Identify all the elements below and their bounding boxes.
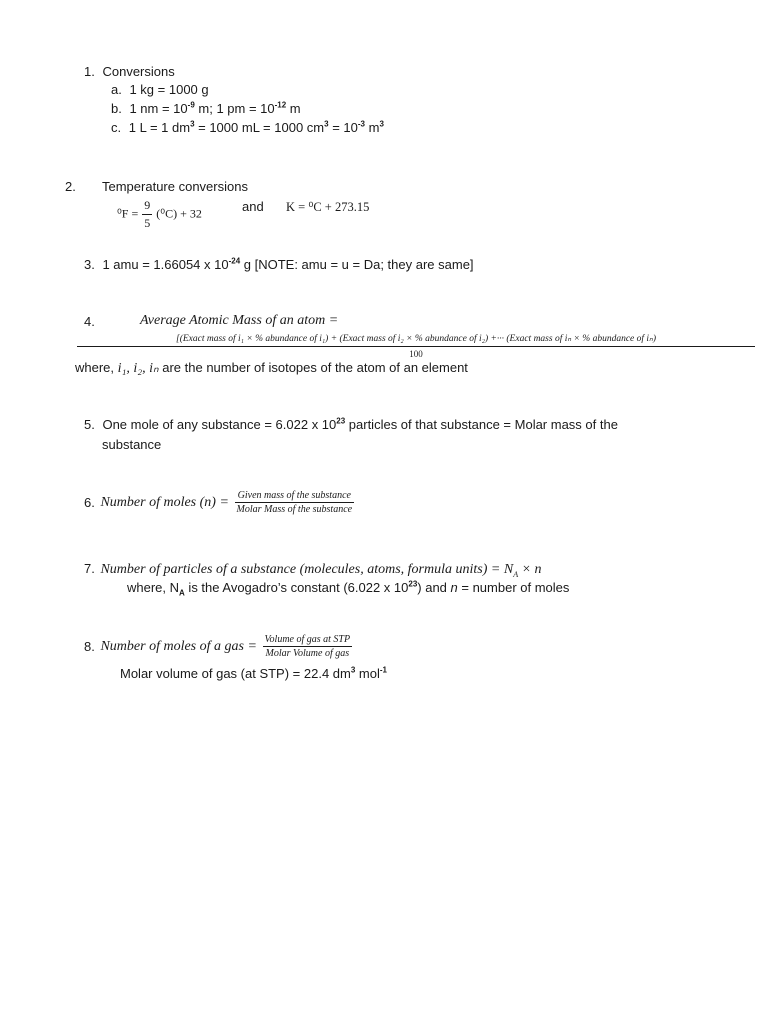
average-atomic-mass-numerator: [(Exact mass of i₁ × % abundance of i₁) + (Exact mass of i₂ × % abundance of i₂) +··· (Exact mass of iₙ × % abundance of iₙ) [77,333,755,347]
item-4-number: 4. [84,314,95,329]
item-2-title: Temperature conversions [102,179,248,194]
moles-formula-lhs: Number of moles (n) = [100,494,229,510]
item-6: 6. Number of moles (n) = $\frac{\text{Given mass of the substance}}{\text{Molar Mass of the substance}}$ [84,490,353,515]
kelvin-formula: K = ⁰C + 273.15 [286,200,370,214]
item-5: 5. One mole of any substance = 6.022 x $10^{23}$ particles of that substance = Molar mass of the [84,416,618,432]
item-1 [84,64,175,79]
isotope-definition: where, i₁, i₂, iₙ are the number of isotopes of the atom of an element [75,360,468,376]
average-atomic-mass-title: Average Atomic Mass of an atom = [140,313,339,328]
item-1c: c. 1 L = 1 $dm^3 = 1000$ mL = 1000 $cm^3 = 10^{-3}$ $m^3$ [111,119,384,135]
average-atomic-mass-denominator: 100 [409,349,423,359]
gas-moles-fraction: $\frac{\text{Volume of gas at STP}}{\text{Molar Volume of gas}}$ [264,634,351,659]
item-5-line-2: substance [102,437,162,452]
item-1b: b. 1 nm = $10^{-9}$ m; 1 pm = $10^{-12}$ m [111,100,301,116]
item-7: 7. Number of particles of a substance (molecules, atoms, formula units) = $N_A \times n$ [84,561,542,579]
particles-formula: Number of particles of a substance (molecules, atoms, formula units) = $N_A \times n$ [100,562,542,579]
item-1-title: Conversions [102,64,175,79]
item-1a: a. 1 kg = 1000 g [111,82,209,97]
molar-volume-line: Molar volume of gas (at STP) = 22.4 $dm^3$ mol$^{-1}$ [120,665,387,681]
item-1-number: 1. [84,64,95,79]
and-text: and [242,199,264,214]
item-8: 8. Number of moles of a gas = $\frac{\text{Volume of gas at STP}}{\text{Molar Volume of gas}}$ [84,634,351,659]
item-3: 3. 1 amu = 1.66054 x $10^{-24}$ g [NOTE: amu = u = Da; they are same] [84,256,474,272]
fahrenheit-formula: ⁰F = $\frac{9}{5}$ (⁰C) + 32 [117,198,202,230]
gas-moles-formula-lhs: Number of moles of a gas = [100,638,257,654]
moles-formula-fraction: $\frac{\text{Given mass of the substance}}{\text{Molar Mass of the substance}}$ [236,490,353,515]
avogadro-definition: where, $N_A$ is the Avogadro’s constant (6.022 x $10^{23}$) and n = number of moles [127,579,570,598]
item-2-number: 2. [65,179,76,194]
